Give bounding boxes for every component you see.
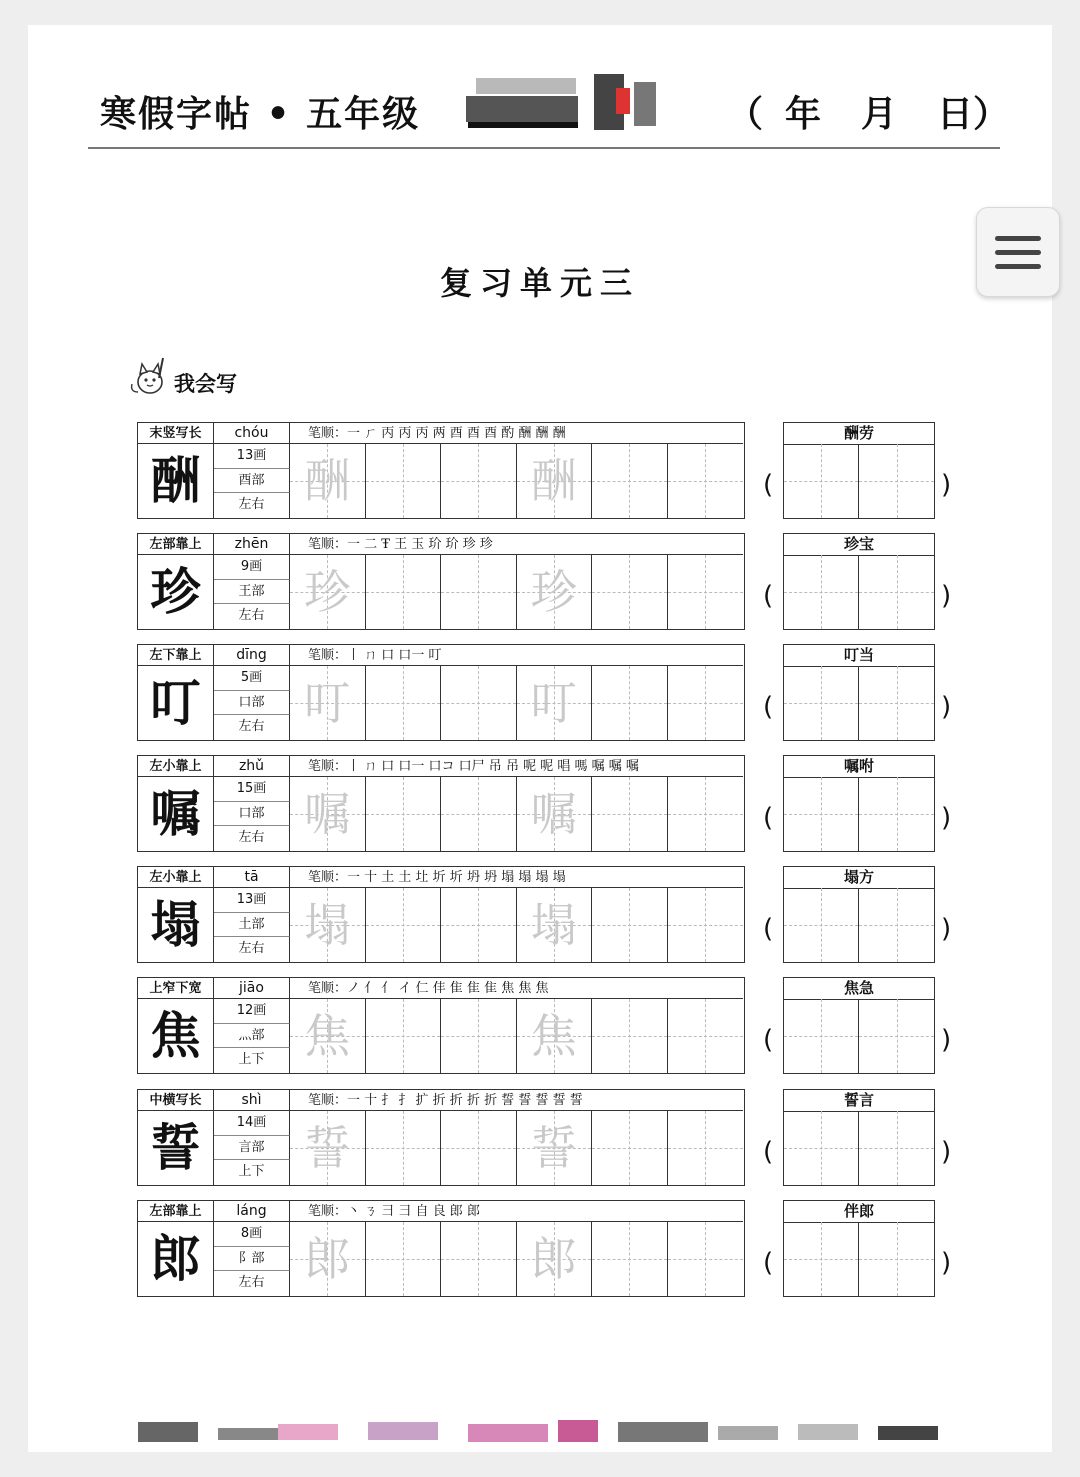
pinyin: zhēn	[214, 534, 290, 555]
structure: 左右	[214, 604, 290, 629]
character-row	[0, 422, 1080, 522]
trace-character: 郎	[530, 1232, 577, 1286]
close-paren: )	[941, 692, 952, 722]
close-paren: )	[941, 1137, 952, 1167]
open-paren: (	[763, 692, 774, 722]
writing-box[interactable]	[668, 777, 744, 851]
stroke-order	[290, 756, 743, 777]
word-writing-box[interactable]	[784, 444, 859, 518]
stroke-order-prefix: 笔顺：	[308, 426, 348, 441]
structure: 左右	[214, 1271, 290, 1296]
open-paren: (	[763, 581, 774, 611]
trace-character: 塌	[304, 898, 351, 952]
close-paren: )	[941, 1248, 952, 1278]
stroke-order	[290, 423, 743, 444]
radical: 阝部	[214, 1247, 290, 1272]
stroke-count: 13画	[214, 888, 290, 913]
writing-box[interactable]	[592, 1222, 668, 1296]
word-grid	[784, 444, 934, 518]
writing-box[interactable]	[290, 444, 366, 518]
stroke-order	[290, 645, 743, 666]
writing-box[interactable]	[441, 666, 517, 740]
writing-box[interactable]	[290, 888, 366, 962]
stroke-order-prefix: 笔顺：	[308, 759, 348, 774]
writing-box[interactable]	[668, 444, 744, 518]
word-table	[783, 422, 935, 519]
writing-tip: 左下靠上	[138, 645, 214, 666]
hamburger-line	[995, 236, 1041, 241]
writing-box[interactable]	[366, 444, 442, 518]
open-paren: (	[763, 1248, 774, 1278]
close-paren: )	[941, 803, 952, 833]
character-row	[0, 1200, 1080, 1300]
stroke-order-prefix: 笔顺：	[308, 537, 348, 552]
writing-box[interactable]	[290, 1111, 366, 1185]
date-open-paren: （	[727, 93, 764, 135]
close-paren: )	[941, 470, 952, 500]
header-divider	[88, 147, 1000, 149]
character-table	[137, 866, 745, 963]
word-prompt: 誓言	[784, 1090, 934, 1112]
word-grid	[784, 666, 934, 740]
writing-box[interactable]	[517, 888, 593, 962]
section-label	[128, 354, 237, 398]
trace-character: 酬	[304, 454, 351, 508]
stroke-order-prefix: 笔顺：	[308, 1093, 348, 1108]
character-table	[137, 1200, 745, 1297]
word-grid	[784, 1222, 934, 1296]
word-writing-box[interactable]	[784, 666, 859, 740]
unit-title: 复习单元三	[439, 264, 640, 302]
word-writing-box[interactable]	[859, 555, 934, 629]
stroke-order-sequence: 丨 ㄇ 口 口一 叮	[347, 648, 442, 663]
character-row	[0, 533, 1080, 633]
writing-box[interactable]	[366, 555, 442, 629]
writing-box[interactable]	[592, 1111, 668, 1185]
date-day-label: 日）	[937, 93, 1010, 135]
radical: 王部	[214, 580, 290, 605]
writing-tip: 中横写长	[138, 1090, 214, 1111]
word-prompt: 叮当	[784, 645, 934, 667]
writing-box[interactable]	[441, 1111, 517, 1185]
model-character: 叮	[138, 666, 214, 740]
open-paren: (	[763, 914, 774, 944]
word-grid	[784, 999, 934, 1073]
writing-box[interactable]	[592, 999, 668, 1073]
radical: 口部	[214, 691, 290, 716]
word-writing-box[interactable]	[784, 1222, 859, 1296]
writing-box[interactable]	[668, 1222, 744, 1296]
writing-box[interactable]	[592, 444, 668, 518]
stroke-order-prefix: 笔顺：	[308, 870, 348, 885]
open-paren: (	[763, 470, 774, 500]
close-paren: )	[941, 581, 952, 611]
word-writing-box[interactable]	[784, 777, 859, 851]
word-writing-box[interactable]	[859, 999, 934, 1073]
hamburger-line	[995, 264, 1041, 269]
stroke-order-prefix: 笔顺：	[308, 1204, 348, 1219]
word-writing-box[interactable]	[859, 444, 934, 518]
pinyin: láng	[214, 1201, 290, 1222]
writing-box[interactable]	[517, 1222, 593, 1296]
pinyin: zhǔ	[214, 756, 290, 777]
word-writing-box[interactable]	[859, 777, 934, 851]
writing-box[interactable]	[517, 555, 593, 629]
practice-grid	[290, 1222, 743, 1296]
word-prompt: 伴郎	[784, 1201, 934, 1223]
writing-box[interactable]	[668, 1111, 744, 1185]
hamburger-line	[995, 250, 1041, 255]
stroke-order-sequence: 丶 ㄋ 彐 彐 自 良 郎 郎	[347, 1204, 480, 1219]
word-prompt: 珍宝	[784, 534, 934, 556]
cat-mascot-icon	[128, 354, 172, 398]
stroke-order-prefix: 笔顺：	[308, 648, 348, 663]
trace-character: 叮	[530, 676, 577, 730]
stroke-order-sequence: ノ 亻 亻 イ 仁 仹 隹 隹 隹 焦 焦 焦	[347, 981, 549, 996]
writing-box[interactable]	[366, 999, 442, 1073]
open-paren: (	[763, 1025, 774, 1055]
writing-box[interactable]	[517, 777, 593, 851]
pinyin: chóu	[214, 423, 290, 444]
menu-button[interactable]	[976, 207, 1060, 297]
structure: 上下	[214, 1048, 290, 1073]
character-row	[0, 755, 1080, 855]
stroke-order-sequence: 一 十 扌 扌 扩 折 折 折 折 誓 誓 誓 誓 誓	[347, 1093, 583, 1108]
stroke-order	[290, 978, 743, 999]
open-paren: (	[763, 803, 774, 833]
redacted-area	[466, 74, 658, 130]
stroke-order	[290, 1201, 743, 1222]
writing-tip: 左小靠上	[138, 756, 214, 777]
practice-grid	[290, 1111, 743, 1185]
word-grid	[784, 555, 934, 629]
writing-box[interactable]	[441, 999, 517, 1073]
stroke-count: 13画	[214, 444, 290, 469]
trace-character: 珍	[530, 565, 577, 619]
word-grid	[784, 888, 934, 962]
writing-box[interactable]	[290, 999, 366, 1073]
writing-box[interactable]	[517, 999, 593, 1073]
radical: 土部	[214, 913, 290, 938]
writing-box[interactable]	[517, 1111, 593, 1185]
character-table	[137, 533, 745, 630]
stroke-order-sequence: 一 二 Ŧ 王 玉 玠 玠 珍 珍	[347, 537, 493, 552]
radical: 口部	[214, 802, 290, 827]
character-table	[137, 1089, 745, 1186]
practice-grid	[290, 777, 743, 851]
trace-character: 酬	[530, 454, 577, 508]
stroke-count: 14画	[214, 1111, 290, 1136]
writing-box[interactable]	[441, 555, 517, 629]
word-grid	[784, 1111, 934, 1185]
practice-grid	[290, 444, 743, 518]
word-prompt: 嘱咐	[784, 756, 934, 778]
section-label-text: 我会写	[174, 371, 237, 396]
word-table	[783, 644, 935, 741]
trace-character: 嘱	[304, 787, 351, 841]
writing-box[interactable]	[441, 777, 517, 851]
model-character: 酬	[138, 444, 214, 518]
page-header-title: 寒假字帖 • 五年级	[100, 93, 421, 135]
character-row	[0, 977, 1080, 1077]
radical: 言部	[214, 1136, 290, 1161]
word-table	[783, 755, 935, 852]
word-table	[783, 1200, 935, 1297]
model-character: 塌	[138, 888, 214, 962]
pinyin: dīng	[214, 645, 290, 666]
writing-box[interactable]	[517, 444, 593, 518]
stroke-order	[290, 534, 743, 555]
word-writing-box[interactable]	[784, 888, 859, 962]
writing-tip: 左部靠上	[138, 1201, 214, 1222]
stroke-count: 5画	[214, 666, 290, 691]
date-year-label: 年	[785, 93, 822, 135]
writing-box[interactable]	[290, 666, 366, 740]
pinyin: shì	[214, 1090, 290, 1111]
trace-character: 郎	[304, 1232, 351, 1286]
word-writing-box[interactable]	[784, 555, 859, 629]
trace-character: 叮	[304, 676, 351, 730]
word-writing-box[interactable]	[784, 999, 859, 1073]
character-table	[137, 977, 745, 1074]
stroke-order	[290, 1090, 743, 1111]
stroke-count: 12画	[214, 999, 290, 1024]
practice-grid	[290, 999, 743, 1073]
trace-character: 焦	[304, 1009, 351, 1063]
word-table	[783, 533, 935, 630]
trace-character: 嘱	[530, 787, 577, 841]
word-table	[783, 866, 935, 963]
word-writing-box[interactable]	[859, 888, 934, 962]
writing-tip: 左部靠上	[138, 534, 214, 555]
model-character: 郎	[138, 1222, 214, 1296]
writing-box[interactable]	[366, 777, 442, 851]
writing-box[interactable]	[441, 444, 517, 518]
character-row	[0, 866, 1080, 966]
word-writing-box[interactable]	[784, 1111, 859, 1185]
writing-box[interactable]	[668, 888, 744, 962]
model-character: 焦	[138, 999, 214, 1073]
writing-box[interactable]	[366, 1111, 442, 1185]
stroke-count: 9画	[214, 555, 290, 580]
structure: 左右	[214, 715, 290, 740]
model-character: 誓	[138, 1111, 214, 1185]
word-prompt: 焦急	[784, 978, 934, 1000]
stroke-order-sequence: 丨 ㄇ 口 口一 口コ 口尸 吊 吊 呢 呢 唱 嗎 嘱 嘱 嘱	[347, 759, 639, 774]
date-field	[727, 86, 1009, 137]
writing-box[interactable]	[366, 888, 442, 962]
stroke-order-prefix: 笔顺：	[308, 981, 348, 996]
word-prompt: 酬劳	[784, 423, 934, 445]
pinyin: jiāo	[214, 978, 290, 999]
writing-tip: 上窄下宽	[138, 978, 214, 999]
word-grid	[784, 777, 934, 851]
writing-box[interactable]	[441, 1222, 517, 1296]
writing-box[interactable]	[668, 666, 744, 740]
redacted-footer	[138, 1414, 940, 1448]
writing-box[interactable]	[668, 555, 744, 629]
writing-box[interactable]	[441, 888, 517, 962]
writing-tip: 左小靠上	[138, 867, 214, 888]
word-prompt: 塌方	[784, 867, 934, 889]
open-paren: (	[763, 1137, 774, 1167]
practice-grid	[290, 666, 743, 740]
close-paren: )	[941, 1025, 952, 1055]
writing-box[interactable]	[366, 666, 442, 740]
stroke-order	[290, 867, 743, 888]
writing-box[interactable]	[290, 1222, 366, 1296]
character-table	[137, 755, 745, 852]
trace-character: 誓	[530, 1121, 577, 1175]
writing-tip: 末竖写长	[138, 423, 214, 444]
radical: 酉部	[214, 469, 290, 494]
word-writing-box[interactable]	[859, 666, 934, 740]
structure: 左右	[214, 493, 290, 518]
stroke-count: 15画	[214, 777, 290, 802]
structure: 左右	[214, 937, 290, 962]
stroke-order-sequence: 一 ㄏ 丙 丙 丙 两 酉 酉 酉 酌 酬 酬 酬	[347, 426, 566, 441]
date-month-label: 月	[861, 93, 898, 135]
practice-grid	[290, 888, 743, 962]
trace-character: 誓	[304, 1121, 351, 1175]
structure: 左右	[214, 826, 290, 851]
stroke-count: 8画	[214, 1222, 290, 1247]
writing-box[interactable]	[366, 1222, 442, 1296]
writing-box[interactable]	[290, 555, 366, 629]
character-table	[137, 644, 745, 741]
writing-box[interactable]	[592, 888, 668, 962]
model-character: 嘱	[138, 777, 214, 851]
writing-box[interactable]	[290, 777, 366, 851]
word-table	[783, 977, 935, 1074]
trace-character: 珍	[304, 565, 351, 619]
writing-box[interactable]	[592, 666, 668, 740]
character-table	[137, 422, 745, 519]
practice-grid	[290, 555, 743, 629]
character-row	[0, 1089, 1080, 1189]
radical: 灬部	[214, 1024, 290, 1049]
character-row	[0, 644, 1080, 744]
writing-box[interactable]	[592, 555, 668, 629]
word-table	[783, 1089, 935, 1186]
model-character: 珍	[138, 555, 214, 629]
writing-box[interactable]	[592, 777, 668, 851]
trace-character: 焦	[530, 1009, 577, 1063]
trace-character: 塌	[530, 898, 577, 952]
word-writing-box[interactable]	[859, 1222, 934, 1296]
writing-box[interactable]	[517, 666, 593, 740]
stroke-order-sequence: 一 十 土 土 圵 圻 圻 坍 坍 塌 塌 塌 塌	[347, 870, 566, 885]
close-paren: )	[941, 914, 952, 944]
writing-box[interactable]	[668, 999, 744, 1073]
pinyin: tā	[214, 867, 290, 888]
structure: 上下	[214, 1160, 290, 1185]
word-writing-box[interactable]	[859, 1111, 934, 1185]
